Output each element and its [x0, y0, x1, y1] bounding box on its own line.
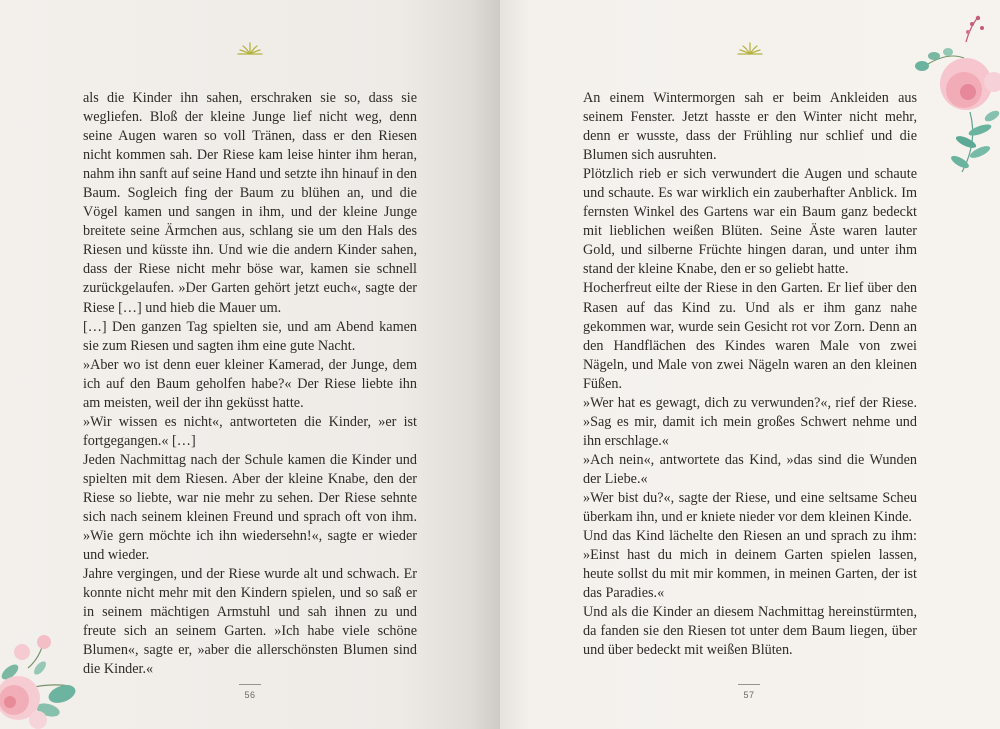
paragraph: […] Den ganzen Tag spielten sie, und am Abend kamen sie zum Riesen und sagten ihm eine gute Nacht.: [83, 318, 417, 354]
paragraph: Plötzlich rieb er sich verwundert die Augen und schaute und schaute. Es war wirklich ein zauberhafter Anblick. Im fernsten Winkel des Gartens war ein Baum ganz bedeckt mit lieblichen weißen Blüten. Seine Äste waren lauter Gold, und silberne Früchte hingen daran, und unter ihm stand der kleine Knabe, den er so geliebt hatte.: [583, 166, 917, 278]
left-page-text: [83, 89, 417, 679]
page-number-label: 57: [743, 690, 755, 700]
grass-sprig-icon: [737, 40, 763, 56]
page-number-rule: [738, 684, 760, 685]
page-number-left: [230, 684, 270, 700]
page-number-right: [729, 684, 769, 700]
paragraph: »Aber wo ist denn euer kleiner Kamerad, der Junge, dem ich auf den Baum geholfen habe?« Der Riese liebte ihn am meisten, weil der ihn geküsst hatte.: [83, 356, 417, 411]
paragraph: An einem Wintermorgen sah er beim Ankleiden aus seinem Fenster. Jetzt hasste er den Winter nicht mehr, denn er wusste, dass der Frühling nur schlief und die Blumen sich ausruhten.: [583, 90, 917, 164]
grass-sprig-icon: [237, 40, 263, 56]
page-number-label: 56: [244, 690, 256, 700]
paragraph: »Wir wissen es nicht«, antworteten die Kinder, »er ist fortgegangen.« […]: [83, 413, 417, 449]
watercolor-flower-icon: [908, 12, 1000, 180]
page-number-rule: [239, 684, 261, 685]
paragraph: Und das Kind lächelte den Riesen an und sprach zu ihm: »Einst hast du mich in deinem Garten spielen lassen, heute sollst du mit mir kommen, in meinen Garten, der ist das Paradies.«: [583, 528, 917, 602]
paragraph: »Ach nein«, antwortete das Kind, »das sind die Wunden der Liebe.«: [583, 451, 917, 487]
paragraph: »Wer hat es gewagt, dich zu verwunden?«, rief der Riese. »Sag es mir, damit ich mein großes Schwert nehme und ihn erschlage.«: [583, 394, 917, 449]
paragraph: als die Kinder ihn sahen, erschraken sie so, dass sie wegliefen. Bloß der kleine Junge lief nicht weg, denn seine Augen waren so voll Tränen, dass er den Riesen nicht kommen sah. Der Riese kam leise hinter ihm heran, nahm ihn sanft auf seine Hand und setzte ihn hinauf in den Baum. Sogleich fing der Baum zu blühen an, und die Vögel kamen und sangen in ihm, und der kleine Junge breitete seine Ärmchen aus, schlang sie um den Hals des Riesen und küsste ihn. Und wie die andern Kinder sahen, dass der Riese nicht mehr böse war, kamen sie schnell zurückgelaufen. »Der Garten gehört jetzt euch«, sagte der Riese […] und hieb die Mauer um.: [83, 90, 417, 316]
paragraph: Jeden Nachmittag nach der Schule kamen die Kinder und spielten mit dem Riesen. Aber der kleine Knabe, den der Riese so liebte, war nie mehr zu sehen. Der Riese sehnte sich nach seinem kleinen Freund und sprach oft von ihm. »Wie gern möchte ich ihn wiedersehn!«, sagte er wieder und wieder.: [83, 451, 417, 564]
paragraph: Jahre vergingen, und der Riese wurde alt und schwach. Er konnte nicht mehr mit den Kindern spielen, und so saß er in seinem mächtigen Armstuhl und sah ihnen zu und freute sich an seinem Garten. »Ich habe viele schöne Blumen«, sagte er, »aber die allerschönsten Blumen sind die Kinder.«: [83, 566, 417, 678]
right-page-text: [583, 89, 917, 660]
paragraph: Hocherfreut eilte der Riese in den Garten. Er lief über den Rasen auf das Kind zu. Und als er ihm ganz nahe gekommen war, wurde sein Gesicht rot vor Zorn. Denn an den Handflächen des Kindes waren Male von zwei Nägeln, und Male von zwei Nägeln waren an den kleinen Füßen.: [583, 280, 917, 392]
watercolor-flower-icon: [0, 628, 82, 729]
paragraph: Und als die Kinder an diesem Nachmittag hereinstürmten, da fanden sie den Riesen tot unter dem Baum liegen, über und über bedeckt mit weißen Blüten.: [583, 604, 917, 659]
paragraph: »Wer bist du?«, sagte der Riese, und eine seltsame Scheu überkam ihn, und er kniete nieder vor dem kleinen Kinde.: [583, 489, 917, 526]
